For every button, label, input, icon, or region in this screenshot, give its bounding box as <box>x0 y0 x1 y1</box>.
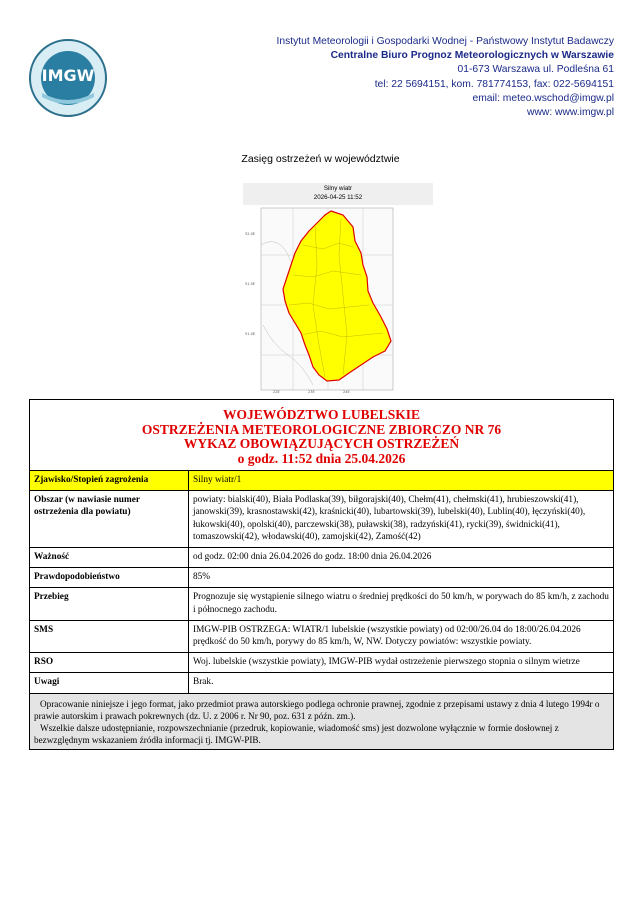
warning-title <box>30 400 613 470</box>
copyright-paragraph-2: Wszelkie dalsze udostępnianie, rozpowszechnianie (przedruk, kopiowanie, wiadomość sms) jest dozwolone wyłącznie w formie dosłownej z bezwzględnym wskazaniem źródła informacji tj. IMGW-PIB. <box>34 722 559 745</box>
row-value-probability: 85% <box>189 568 614 588</box>
row-value-course: Prognozuje się wystąpienie silnego wiatru o średniej prędkości do 50 km/h, w porywach do 85 km/h, z zachodu i północnego zachodu. <box>189 588 614 620</box>
svg-text:22E: 22E <box>273 390 280 393</box>
row-value-rso: Woj. lubelskie (wszystkie powiaty), IMGW-PIB wydał ostrzeżenie pierwszego stopnia o silnym wietrze <box>189 653 614 673</box>
row-label-probability: Prawdopodobieństwo <box>30 568 189 588</box>
row-value-sms: IMGW-PIB OSTRZEGA: WIATR/1 lubelskie (wszystkie powiaty) od 02:00/26.04 do 18:00/26.04.2026 prędkość do 50 km/h, porywy do 85 km/h, W, NW. Dotyczy powiatów: wszystkie powiaty. <box>189 620 614 652</box>
copyright-footer <box>30 693 613 749</box>
title-warning-number: OSTRZEŻENIA METEOROLOGICZNE ZBIORCZO NR 76 <box>141 421 502 437</box>
table-row <box>30 548 613 568</box>
region-map <box>243 205 395 393</box>
header-www[interactable]: www: www.imgw.pl <box>527 107 614 119</box>
svg-text:23E: 23E <box>308 390 315 393</box>
institute-header <box>277 35 614 120</box>
map-caption-date: 2026-04-25 11:52 <box>313 193 363 201</box>
table-row <box>30 471 613 491</box>
header-phone: tel: 22 5694151, kom. 781774153, fax: 022-5694151 <box>374 78 614 90</box>
header-email[interactable]: email: meteo.wschod@imgw.pl <box>472 92 614 104</box>
table-row <box>30 653 613 673</box>
table-row <box>30 620 613 652</box>
row-label-remarks: Uwagi <box>30 673 189 693</box>
row-label-phenomenon: Zjawisko/Stopień zagrożenia <box>30 471 189 491</box>
row-value-validity: od godz. 02:00 dnia 26.04.2026 do godz. 18:00 dnia 26.04.2026 <box>189 548 614 568</box>
table-row <box>30 491 613 548</box>
header-line-1: Instytut Meteorologii i Gospodarki Wodnej - Państwowy Instytut Badawczy <box>276 36 614 47</box>
svg-text:24E: 24E <box>343 390 350 393</box>
title-list: WYKAZ OBOWIĄZUJĄCYCH OSTRZEŻEŃ <box>183 436 460 451</box>
svg-text:52.0E: 52.0E <box>245 232 256 236</box>
table-row <box>30 673 613 693</box>
header-address: 01-673 Warszawa ul. Podleśna 61 <box>457 64 614 76</box>
title-datetime: o godz. 11:52 dnia 25.04.2026 <box>237 450 406 466</box>
table-row <box>30 568 613 588</box>
imgw-logo <box>28 35 108 121</box>
title-voivodeship: WOJEWÓDZTWO LUBELSKIE <box>223 407 420 422</box>
svg-text:IMGW: IMGW <box>41 66 95 85</box>
copyright-paragraph-1: Opracowanie niniejsze i jego format, jako przedmiot prawa autorskiego podlega ochronie prawnej, zgodnie z przepisami ustawy z dnia 4 lutego 1994r o prawie autorskim i prawach pokrewnych (dz. U. z 2006 r. Nr 90, poz. 631 z późn. zm.). <box>34 698 600 721</box>
row-label-rso: RSO <box>30 653 189 673</box>
svg-text:51.0E: 51.0E <box>245 332 256 336</box>
warning-map <box>243 183 433 393</box>
map-caption-phenomenon: Silny wiatr <box>323 185 353 192</box>
row-label-validity: Ważność <box>30 548 189 568</box>
row-value-remarks: Brak. <box>189 673 614 693</box>
header-line-2: Centralne Biuro Prognoz Meteorologicznych w Warszawie <box>330 50 614 62</box>
row-label-area: Obszar (w nawiasie numer ostrzeżenia dla powiatu) <box>30 491 189 548</box>
row-value-area: powiaty: bialski(40), Biała Podlaska(39), biłgorajski(40), Chełm(41), chełmski(41), hrubieszowski(41), janowski(39), krasnostawski(42), kraśnicki(40), lubartowski(39), lubelski(40), Lublin(40), łęczyński(40), łukowski(40), opolski(40), parczewski(38), puławski(38), radzyński(41), rycki(39), świdnicki(41), tomaszowski(42), włodawski(40), zamojski(42), Zamość(42) <box>189 491 614 548</box>
table-row <box>30 588 613 620</box>
row-label-sms: SMS <box>30 620 189 652</box>
warning-document <box>29 399 614 750</box>
row-value-phenomenon: Silny wiatr/1 <box>189 471 614 491</box>
map-caption <box>243 183 433 205</box>
warning-table <box>30 470 613 693</box>
svg-text:51.5E: 51.5E <box>245 282 256 286</box>
map-subtitle: Zasięg ostrzeżeń w województwie <box>241 153 400 165</box>
row-label-course: Przebieg <box>30 588 189 620</box>
